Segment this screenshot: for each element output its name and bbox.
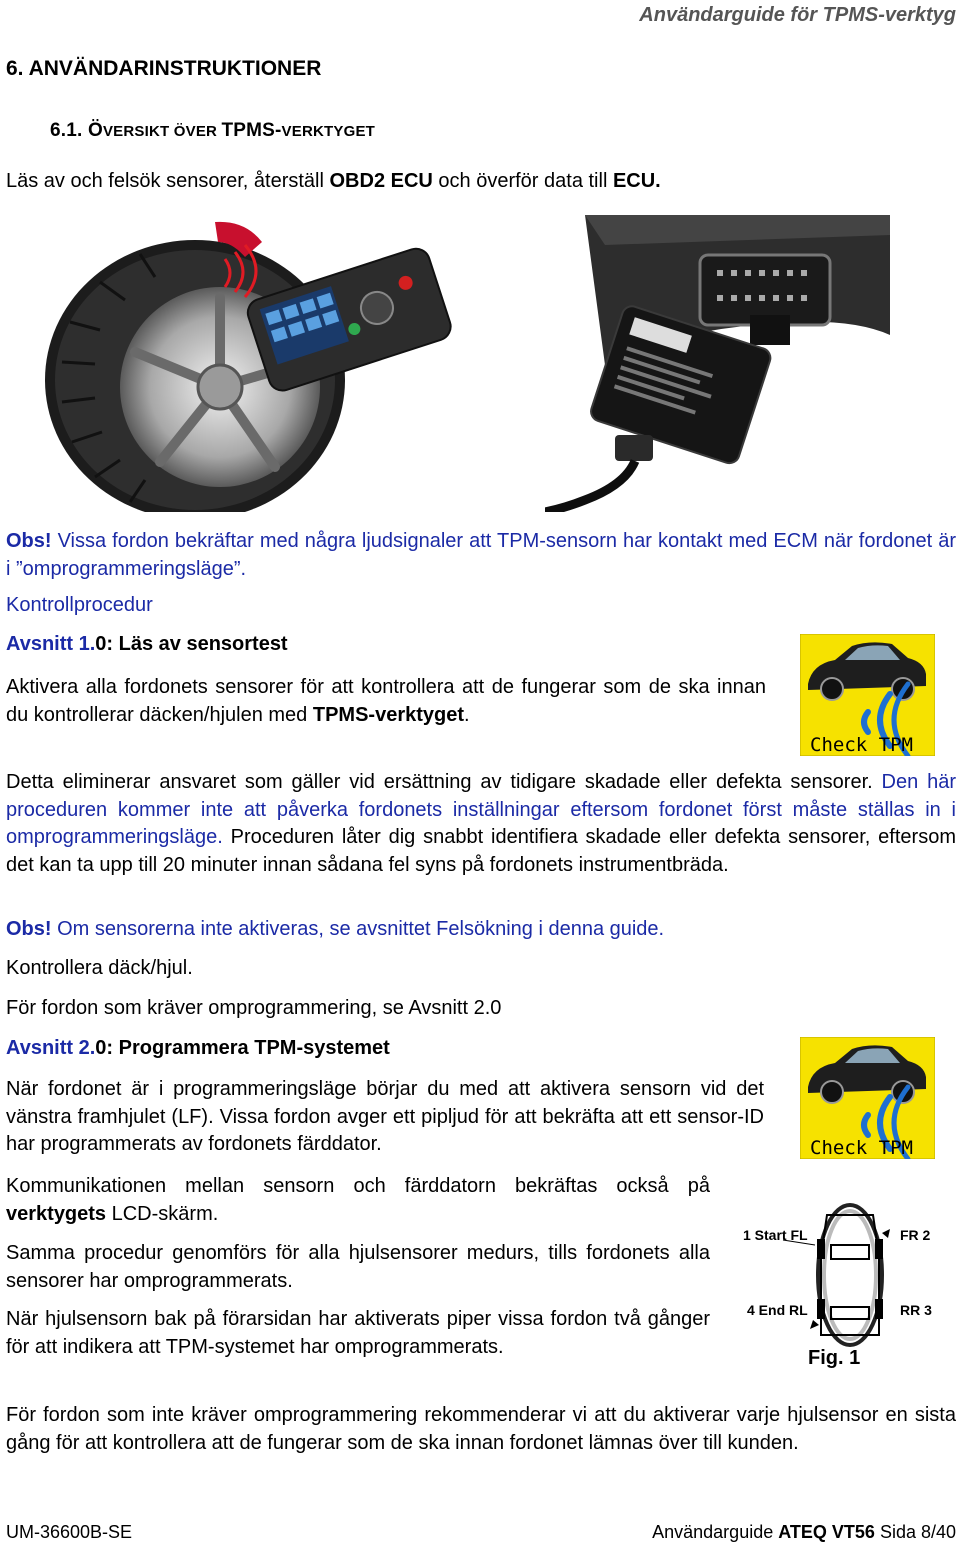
detta-text: Detta eliminerar ansvaret som gäller vid ersättning av tidigare skadade eller defekta sensorer. <box>6 771 882 793</box>
obs2-label: Obs! <box>6 918 52 940</box>
figure-caption: Fig. 1 <box>808 1347 861 1369</box>
obs2-text: Om sensorerna inte aktiveras, se avsnittet Felsökning i denna guide. <box>51 918 665 940</box>
avsnitt1-bold: Avsnitt 1. <box>6 633 96 655</box>
paragraph-samma: Samma procedur genomförs för alla hjulsensorer medurs, tills fordonets alla sensorer har omprogrammerats. <box>6 1242 710 1292</box>
kontrollprocedur-heading: Kontrollprocedur <box>6 594 153 616</box>
paragraph-aktivera <box>6 674 766 729</box>
intro-text: Läs av och felsök sensorer, återställ <box>6 170 330 192</box>
detta-post: Proceduren låter dig snabbt identifiera skadade eller defekta sensorer, eftersom det kan ta upp till 20 minuter innan sådana fel syns på fordonets instrumentbräda. <box>6 826 956 876</box>
paragraph-hjulsensor: När hjulsensorn bak på förarsidan har aktiverats piper vissa fordon två gånger för att indikera att TPM-systemet har omprogrammerats. <box>6 1308 710 1358</box>
kontrollera-dack: Kontrollera däck/hjul. <box>6 957 193 979</box>
obs-text: Vissa fordon bekräftar med några ljudsignaler att TPM-sensorn har kontakt med ECM när fordonet är i ”omprogrammeringsläge”. <box>6 530 956 580</box>
section-rest1: VERSIKT ÖVER <box>102 123 222 140</box>
section-rest2: VERKTYGET <box>281 123 376 140</box>
komm-post: LCD-skärm. <box>106 1202 219 1225</box>
label-start-fl: 1 Start FL <box>743 1227 808 1243</box>
wheel-order-diagram <box>735 1195 960 1375</box>
avsnitt1-rest: 0: Läs av sensortest <box>95 633 288 655</box>
obs-note-2 <box>6 918 664 941</box>
aktivera-end: . <box>464 703 470 726</box>
label-rr: RR 3 <box>900 1302 932 1318</box>
intro-bold-obd2: OBD2 ECU <box>329 170 433 192</box>
footer-page-number: Sida 8/40 <box>874 1522 956 1542</box>
avsnitt1-heading <box>6 633 288 656</box>
aktivera-text: Aktivera alla fordonets sensorer för att kontrollera att de fungerar som de ska innan du kontrollerar däcken/hjulen med <box>6 676 766 726</box>
paragraph-kommunikation <box>6 1173 710 1228</box>
komm-text: Kommunikationen mellan sensorn och färddatorn bekräftas också på <box>6 1175 710 1197</box>
tpms-tool-tire-photo <box>40 212 455 512</box>
paragraph-detta <box>6 769 956 879</box>
header-title: Användarguide för TPMS-verktyg <box>639 4 956 26</box>
footer-doc-id: UM-36600B-SE <box>6 1522 133 1542</box>
section-tpms: TPMS- <box>221 120 282 141</box>
intro-bold-ecu: ECU. <box>612 170 661 192</box>
footer-product: ATEQ VT56 <box>778 1522 875 1542</box>
section-heading <box>50 120 375 142</box>
paragraph-final: För fordon som inte kräver omprogrammering rekommenderar vi att du aktiverar varje hjulsensor en sista gång för att kontrollera att de fungerar som de ska innan fordonet lämnas över till kunden. <box>6 1404 956 1454</box>
chapter-heading: 6. ANVÄNDARINSTRUKTIONER <box>6 57 322 80</box>
obs-note-1 <box>6 528 956 583</box>
paragraph-nar: När fordonet är i programmeringsläge börjar du med att aktivera sensorn vid det vänstra framhjulet (LF). Vissa fordon avger ett pipljud för att bekräfta att ett sensor-ID har programmerats av fordonets färddator. <box>6 1078 764 1155</box>
obd-interface-photo <box>545 215 890 512</box>
for-fordon-note: För fordon som kräver omprogrammering, se Avsnitt 2.0 <box>6 997 502 1019</box>
label-end-rl: 4 End RL <box>747 1302 808 1318</box>
komm-bold: verktygets <box>6 1202 107 1225</box>
check-tpm-label-2: Check TPM <box>810 1137 913 1159</box>
section-number: 6.1. <box>50 120 88 141</box>
intro-text-mid: och överför data till <box>432 170 613 192</box>
check-tpm-icon <box>800 634 935 756</box>
footer-guide-label: Användarguide <box>652 1522 779 1542</box>
aktivera-bold: TPMS-verktyget <box>312 703 465 726</box>
intro-line <box>6 170 661 193</box>
check-tpm-label: Check TPM <box>810 734 913 756</box>
detta-blue: Den här proceduren kommer inte att påverka fordonets inställningar eftersom fordonet först måste ställas in i omprogrammeringsläge. <box>6 771 956 848</box>
section-cap1: Ö <box>87 120 103 141</box>
check-tpm-icon-2 <box>800 1037 935 1159</box>
footer-page-info <box>652 1522 956 1543</box>
avsnitt2-rest: 0: Programmera TPM-systemet <box>95 1037 390 1059</box>
label-fr: FR 2 <box>900 1227 931 1243</box>
avsnitt2-bold: Avsnitt 2. <box>6 1037 96 1059</box>
obs-label: Obs! <box>6 530 52 552</box>
avsnitt2-heading <box>6 1037 390 1060</box>
